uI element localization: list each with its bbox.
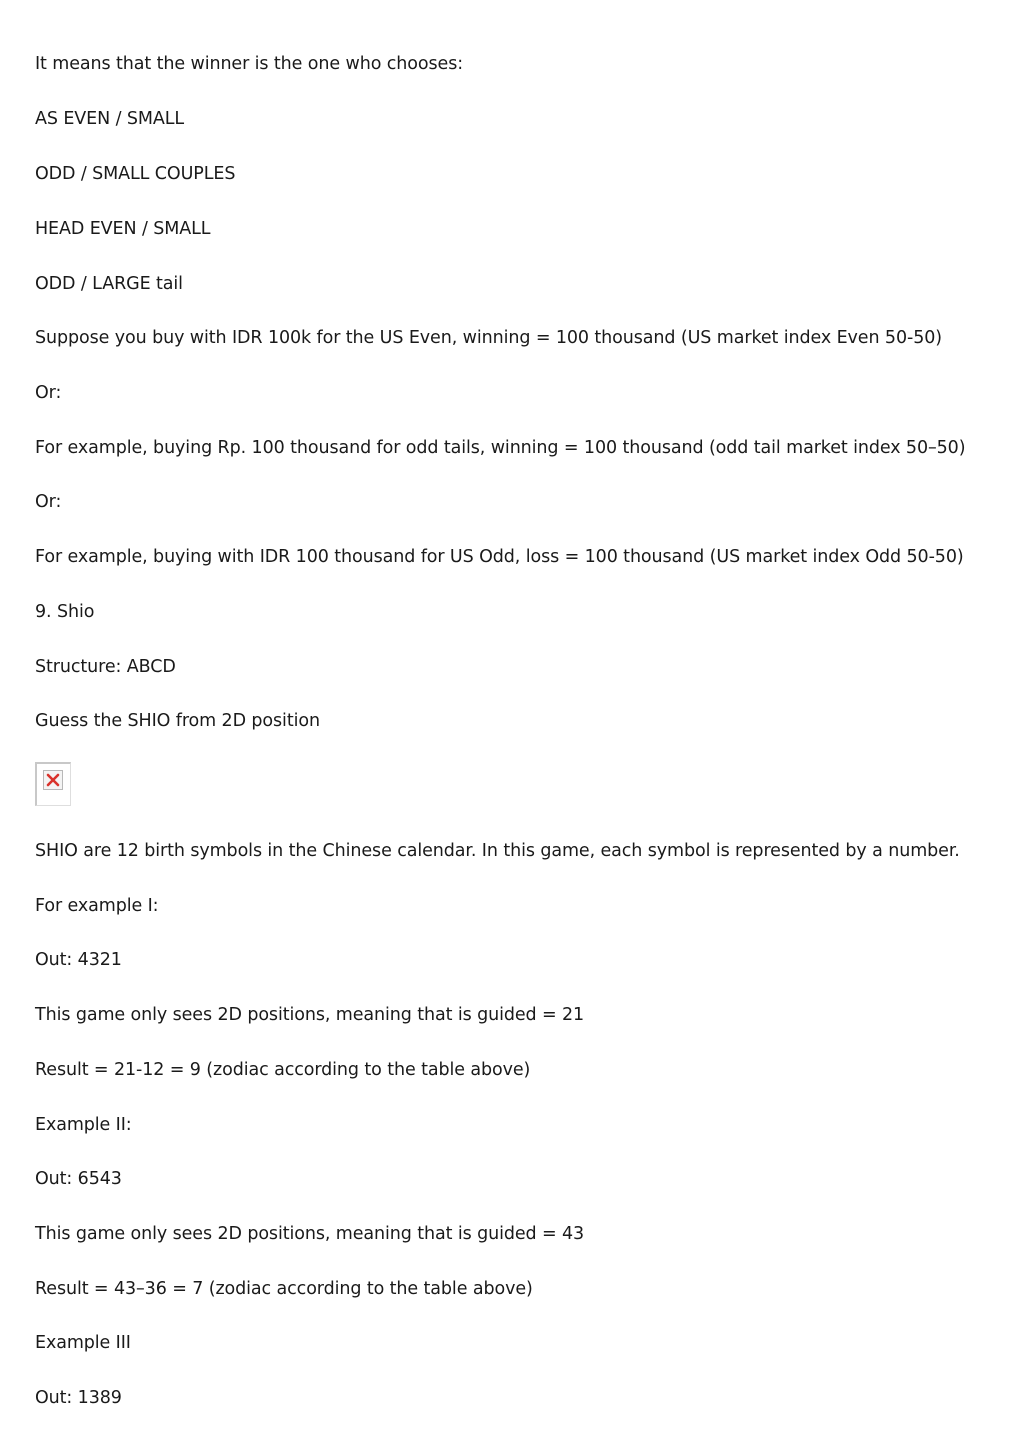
text-line: AS EVEN / SMALL (35, 109, 185, 129)
broken-image (35, 762, 71, 806)
text-line: This game only sees 2D positions, meaning that is guided = 43 (35, 1224, 585, 1244)
text-line: Structure: ABCD (35, 657, 176, 677)
text-line: For example, buying with IDR 100 thousand for US Odd, loss = 100 thousand (US market index Odd 50-50) (35, 547, 964, 567)
section-heading: 9. Shio (35, 602, 95, 622)
text-line: Example III (35, 1333, 131, 1353)
text-line: This game only sees 2D positions, meaning that is guided = 21 (35, 1005, 585, 1025)
text-line: Result = 21-12 = 9 (zodiac according to the table above) (35, 1060, 531, 1080)
text-line: Out: 1389 (35, 1388, 122, 1408)
text-line: Result = 43–36 = 7 (zodiac according to the table above) (35, 1279, 533, 1299)
text-line: HEAD EVEN / SMALL (35, 219, 211, 239)
text-line: It means that the winner is the one who chooses: (35, 54, 464, 74)
text-line: Or: (35, 383, 62, 403)
broken-image-icon (43, 770, 63, 790)
text-line: Guess the SHIO from 2D position (35, 711, 320, 731)
text-line: Example II: (35, 1115, 132, 1135)
text-line: For example, buying Rp. 100 thousand for odd tails, winning = 100 thousand (odd tail market index 50–50) (35, 438, 966, 458)
close-icon (46, 773, 60, 787)
text-line: SHIO are 12 birth symbols in the Chinese calendar. In this game, each symbol is represented by a number. (35, 841, 960, 861)
text-line: ODD / SMALL COUPLES (35, 164, 236, 184)
text-line: Out: 4321 (35, 950, 122, 970)
text-line: Suppose you buy with IDR 100k for the US Even, winning = 100 thousand (US market index Even 50-50) (35, 328, 942, 348)
text-line: Or: (35, 492, 62, 512)
text-line: ODD / LARGE tail (35, 274, 183, 294)
text-line: Out: 6543 (35, 1169, 122, 1189)
text-line: For example I: (35, 896, 159, 916)
